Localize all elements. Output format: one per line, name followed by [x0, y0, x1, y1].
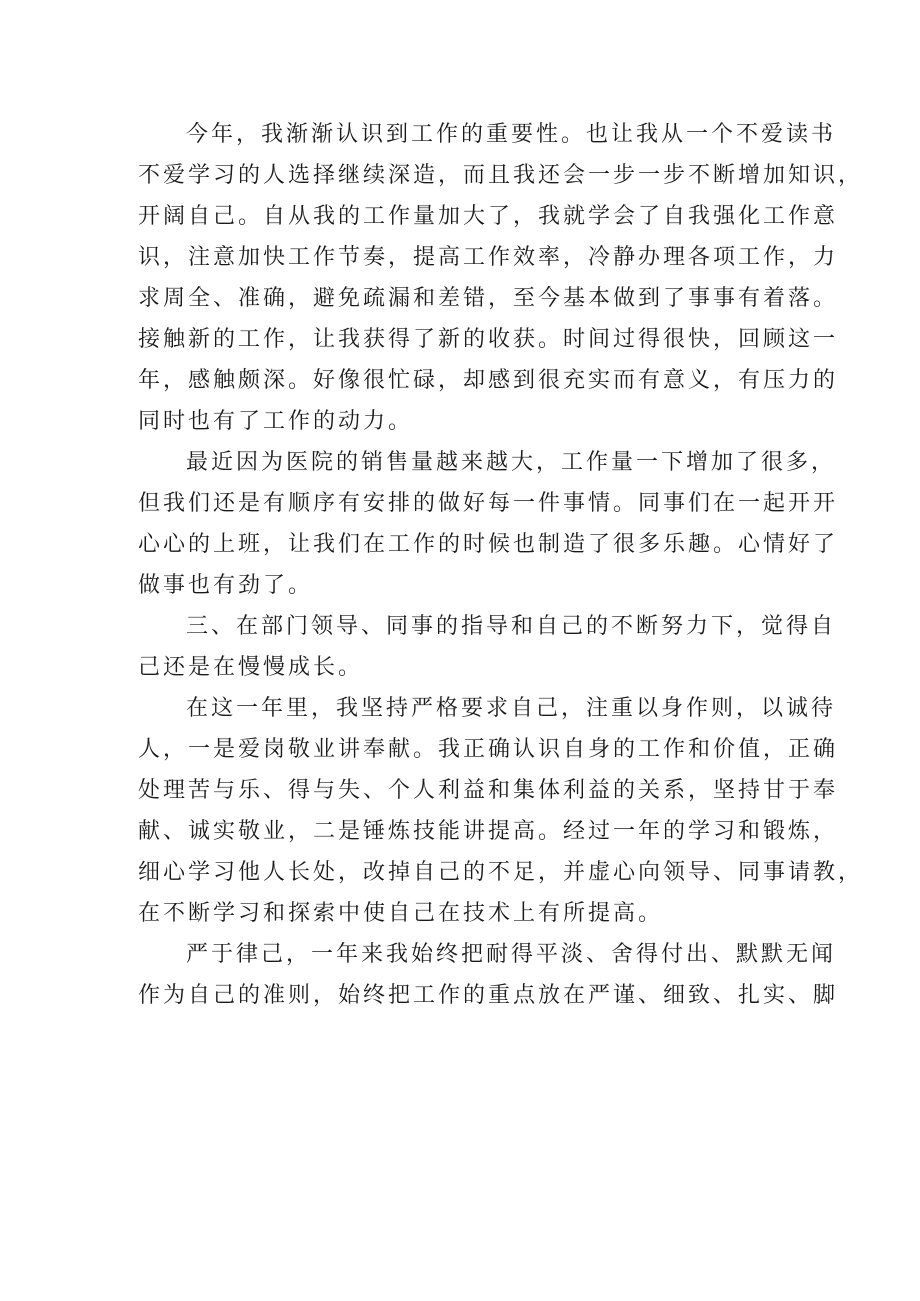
paragraph-line: 识，注意加快工作节奏，提高工作效率，冷静办理各项工作，力	[138, 245, 839, 270]
paragraph-line: 细心学习他人长处，改掉自己的不足，并虚心向领导、同事请教，	[138, 860, 864, 885]
paragraph-4	[138, 688, 864, 934]
paragraph-line: 但我们还是有顺序有安排的做好每一件事情。同事们在一起开开	[138, 491, 839, 516]
paragraph-1	[138, 114, 864, 442]
paragraph-line: 同时也有了工作的动力。	[138, 409, 414, 434]
paragraph-line: 不爱学习的人选择继续深造，而且我还会一步一步不断增加知识，	[138, 163, 864, 188]
paragraph-line: 最近因为医院的销售量越来越大，工作量一下增加了很多，	[186, 450, 837, 475]
paragraph-line: 献、诚实敬业，二是锤炼技能讲提高。经过一年的学习和锻炼，	[138, 819, 839, 844]
paragraph-line: 三、在部门领导、同事的指导和自己的不断努力下，觉得自	[186, 614, 837, 639]
paragraph-line: 在这一年里，我坚持严格要求自己，注重以身作则，以诚待	[186, 696, 837, 721]
paragraph-line: 人，一是爱岗敬业讲奉献。我正确认识自身的工作和价值，正确	[138, 737, 839, 762]
paragraph-line: 接触新的工作，让我获得了新的收获。时间过得很快，回顾这一	[138, 327, 839, 352]
paragraph-line: 作为自己的准则，始终把工作的重点放在严谨、细致、扎实、脚	[138, 983, 839, 1008]
paragraph-line: 严于律己，一年来我始终把耐得平淡、舍得付出、默默无闻	[186, 942, 837, 967]
paragraph-line: 己还是在慢慢成长。	[138, 655, 364, 680]
paragraph-line: 求周全、准确，避免疏漏和差错，至今基本做到了事事有着落。	[138, 286, 839, 311]
paragraph-line: 做事也有劲了。	[138, 573, 314, 598]
paragraph-line: 处理苦与乐、得与失、个人利益和集体利益的关系，坚持甘于奉	[138, 778, 839, 803]
paragraph-line: 今年，我渐渐认识到工作的重要性。也让我从一个不爱读书	[186, 122, 837, 147]
paragraph-5	[138, 934, 839, 1016]
paragraph-3	[138, 606, 837, 688]
paragraph-2	[138, 442, 839, 606]
paragraph-line: 在不断学习和探索中使自己在技术上有所提高。	[138, 901, 664, 926]
document-body	[138, 114, 864, 1016]
paragraph-line: 开阔自己。自从我的工作量加大了，我就学会了自我强化工作意	[138, 204, 839, 229]
paragraph-line: 年，感触颇深。好像很忙碌，却感到很充实而有意义，有压力的	[138, 368, 839, 393]
paragraph-line: 心心的上班，让我们在工作的时候也制造了很多乐趣。心情好了	[138, 532, 839, 557]
